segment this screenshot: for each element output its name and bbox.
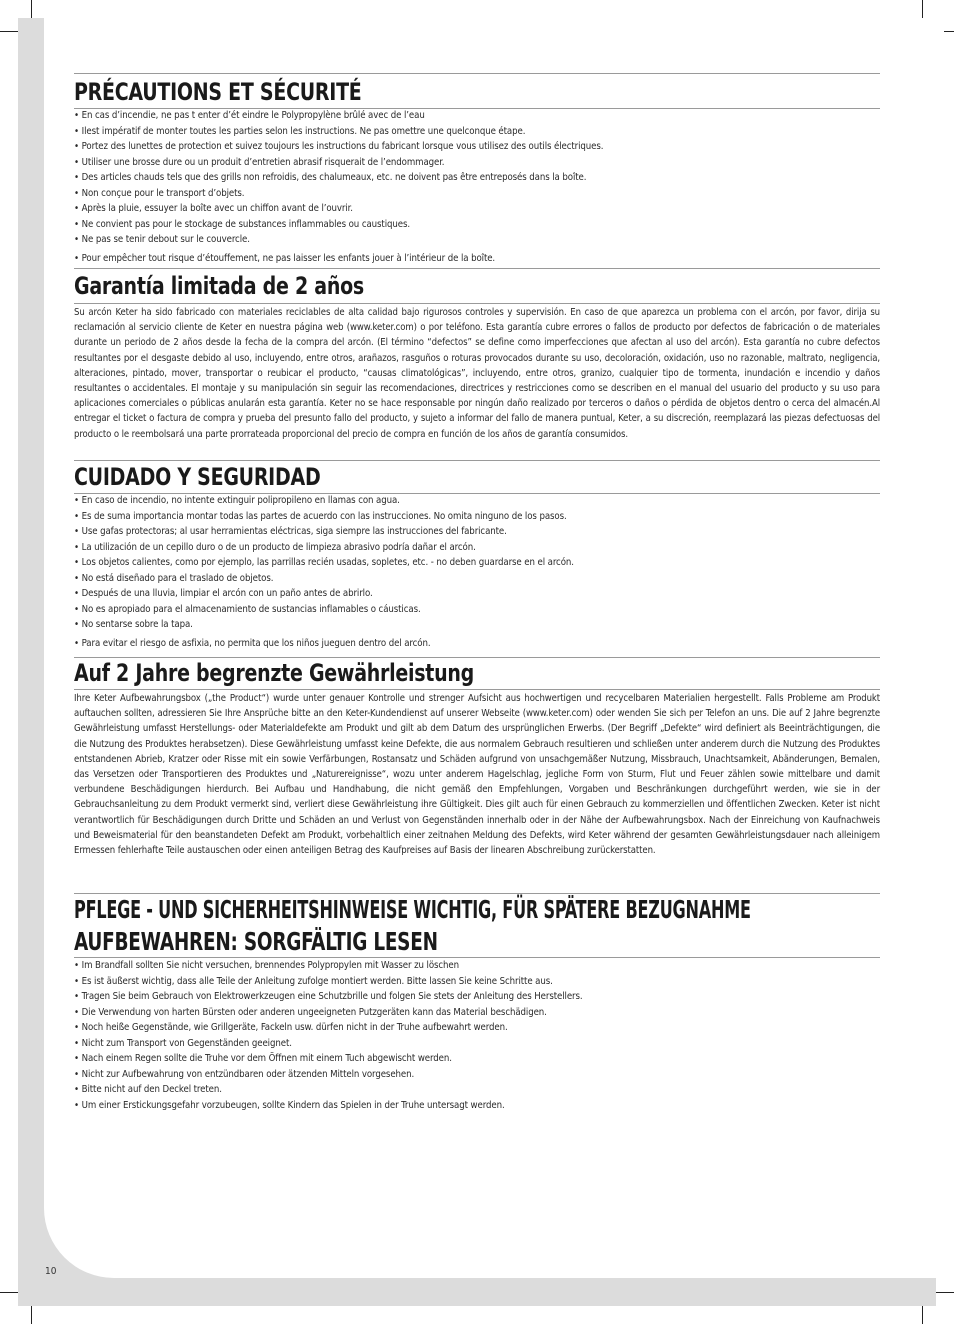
list-item: • Después de una lluvia, limpiar el arcón con un paño antes de abrirlo. bbox=[74, 588, 373, 599]
list-item: • Pour empêcher tout risque d’étouffement, ne pas laisser les enfants jouer à l’intérieur de la boîte. bbox=[74, 252, 496, 264]
warranty-text-de: Ihre Keter Aufbewahrungsbox („the Product“) wurde unter genauer Kontrolle und strenger Aufsicht aus hochwertigen und recycelbaren Materialien hergestellt. Falls Probleme am Produkt auftauchen sollten, adressieren Sie Ihre Ansprüche bitte an den Keter-Kundendienst auf unserer Webseite (www.keter.com) oder wenden Sie sich per Telefon an uns. Die auf 2 Jahre begrenzte Gewährleistung umfasst Herstellungs- oder Materialdefekte am Produkt und gilt ab dem Datum des ursprünglichen Erwerbs. (Der Begriff „Defekte“ wird definiert als Beeinträchtigungen, die die Nutzung des Produktes herabsetzen). Diese Gewährleistung umfasst keine Defekte, die aus normalem Gebrauch resultieren und schließen unter anderem durch die Nutzung des Produktes entstandenen Abrieb, Kratzer oder Risse mit ein sowie Verfärbungen, Rostansatz und Schäden aufgrund von unsachgemäßer Nutzung, Missbrauch, Unachtsamkeit, Abänderungen, Bemalen, das Versetzen oder Transportieren des Produktes und „Naturereignisse“, wozu unter anderem Hagelschlag, jegliche Form von Sturm, Flut und Feuer zählen sowie mittelbare und damit verbundene Beschädigungen hierdurch. Bei Aufbau und Handhabung, die nicht gemäß den Empfehlungen, Vorgaben und Beschränkungen durchgeführt werden, wie sie in der Gebrauchsanleitung zu dem Produkt vermerkt sind, verliert diese Gewährleistung ihre Gültigkeit. Dies gilt auch für einen Gebrauch zu kommerziellen und öffentlichen Zwecken. Keter ist nicht verantwortlich für Beschädigungen durch Dritte und Schäden an und Verlust von Gegenständen innerhalb oder in der Nähe der Aufbewahrungsbox. Nach der Einreichung von Kaufnachweis und Beweismaterial für den beanstandeten Defekt am Produkt, vorbehaltlich einer zeitnahen Meldung des Defekts, wird Keter während der gesamten Gewährleistungsdauer nach alleinigem Ermessen fehlerhafte Teile austauschen oder einen anteiligen Betrag des Kaufpreises auf Basis der linearen Abschreibung zurückerstatten. bbox=[74, 693, 880, 857]
section-rule bbox=[74, 268, 880, 269]
section-rule bbox=[74, 893, 880, 894]
list-item: • No sentarse sobre la tapa. bbox=[74, 619, 193, 630]
page-number: 10 bbox=[45, 1266, 57, 1277]
crop-mark bbox=[0, 1292, 18, 1293]
crop-mark bbox=[0, 31, 18, 32]
section-title-de-care-line2: AUFBEWAHREN: SORGFÄLTIG LESEN bbox=[74, 927, 438, 956]
crop-mark bbox=[31, 1306, 32, 1324]
list-item: • En cas d’incendie, ne pas t enter d’ét eindre le Polypropylène brûlé avec de l’eau bbox=[74, 110, 425, 121]
list-item: • La utilización de un cepillo duro o de un producto de limpieza abrasivo podría dañar el arcón. bbox=[74, 541, 476, 553]
section-title-de-warranty: Auf 2 Jahre begrenzte Gewährleistung bbox=[74, 659, 474, 687]
care-list-es bbox=[74, 493, 880, 651]
crop-mark bbox=[31, 0, 32, 18]
section-title-es-warranty: Garantía limitada de 2 años bbox=[74, 272, 364, 300]
list-item: • Im Brandfall sollten Sie nicht versuchen, brennendes Polypropylen mit Wasser zu löschen bbox=[74, 960, 460, 971]
section-rule bbox=[74, 73, 880, 74]
warranty-text-es: Su arcón Keter ha sido fabricado con materiales reciclables de alta calidad bajo rigurosos controles y supervisión. En caso de que aparezca un problema con el arcón, por favor, dirija su reclamación al servicio cliente de Keter en nuestra página web (www.keter.com) o por teléfono. Esta garantía cubre errores o fallos de producto por defectos de fabricación o de materiales durante un periodo de 2 años desde la fecha de la compra del arcón. (El término “defectos” se define como imperfecciones que afectan al uso del arcón). Esta garantía no cubre defectos resultantes por el desgaste debido al uso, incluyendo, entre otros, arañazos, rasguños o roturas provocados durante su uso, decoloración, oxidación, uso no razonable, maltrato, negligencia, alteraciones, pintado, mover, transportar o reubicar el producto, “causas climatológicas”, incluyendo, entre otros, granizo, cualquier tipo de tormenta, inundación e incendio y daños resultantes o accidentales. El montaje y su manipulación sin seguir las recomendaciones, directrices y restricciones como se describen en el manual del usuario del producto y su uso para aplicaciones comerciales o públicas anularán esta garantía. Keter no se hace responsable por ningún daño realizado por terceros o daños o pérdida de objetos dentro o cerca del almacén.Al entregar el ticket o factura de compra y prueba del presunto fallo del producto, y sujeto a informar del fallo de manera puntual, Keter, a su discreción, reemplazará las piezas defectuosas del producto o le reembolsará una parte prorrateada proporcional del precio de compra en función de los años de garantía consumidos. bbox=[74, 307, 880, 440]
list-item: • No está diseñado para el traslado de objetos. bbox=[74, 572, 274, 584]
crop-mark bbox=[922, 1306, 923, 1324]
list-item: • Après la pluie, essuyer la boîte avec un chiffon avant de l’ouvrir. bbox=[74, 203, 353, 214]
list-item: • Die Verwendung von harten Bürsten oder anderen ungeeigneten Putzgeräten kann das Material beschädigen. bbox=[74, 1006, 547, 1018]
list-item: • Nach einem Regen sollte die Truhe vor dem Öffnen mit einem Tuch abgewischt werden. bbox=[74, 1053, 452, 1064]
care-list-de bbox=[74, 958, 880, 1113]
list-item: • Non conçue pour le transport d’objets. bbox=[74, 187, 245, 199]
list-item: • Utiliser une brosse dure ou un produit d’entretien abrasif risquerait de l’endommager. bbox=[74, 156, 445, 168]
crop-mark bbox=[936, 1292, 954, 1293]
list-item: • Ilest impératif de monter toutes les parties selon les instructions. Ne pas omettre une quelconque étape. bbox=[74, 125, 526, 137]
crop-mark bbox=[922, 0, 923, 18]
section-rule bbox=[74, 657, 880, 658]
list-item: • Bitte nicht auf den Deckel treten. bbox=[74, 1084, 222, 1095]
list-item: • Ne pas se tenir debout sur le couvercle. bbox=[74, 234, 250, 245]
precautions-list-fr bbox=[74, 108, 880, 266]
section-rule bbox=[74, 303, 880, 304]
list-item: • Ne convient pas pour le stockage de substances inflammables ou caustiques. bbox=[74, 218, 411, 230]
section-title-de-care-line1: PFLEGE - UND SICHERHEITSHINWEISE WICHTIG, FÜR SPÄTERE BEZUGNAHME bbox=[74, 895, 751, 924]
section-title-fr: PRÉCAUTIONS ET SÉCURITÉ bbox=[74, 78, 362, 106]
list-item: • No es apropiado para el almacenamiento de sustancias inflamables o cáusticas. bbox=[74, 603, 421, 615]
list-item: • Um einer Erstickungsgefahr vorzubeugen, sollte Kindern das Spielen in der Truhe untersagt werden. bbox=[74, 1099, 505, 1111]
list-item: • Nicht zur Aufbewahrung von entzündbaren oder ätzenden Mitteln vorgesehen. bbox=[74, 1068, 415, 1080]
section-rule bbox=[74, 460, 880, 461]
list-item: • Nicht zum Transport von Gegenständen geeignet. bbox=[74, 1037, 292, 1049]
list-item: • Des articles chauds tels que des grills non refroidis, des chalumeaux, etc. ne doivent pas être entreposés dans la boîte. bbox=[74, 172, 587, 183]
list-item: • Para evitar el riesgo de asfixia, no permita que los niños jueguen dentro del arcón. bbox=[74, 637, 431, 649]
list-item: • Los objetos calientes, como por ejemplo, las parrillas recién usadas, sopletes, etc. - no deben guardarse en el arcón. bbox=[74, 557, 574, 568]
list-item: • Use gafas protectoras; al usar herramientas eléctricas, siga siempre las instrucciones del fabricante. bbox=[74, 526, 507, 537]
list-item: • Es de suma importancia montar todas las partes de acuerdo con las instrucciones. No omita ninguno de los pasos. bbox=[74, 510, 567, 522]
list-item: • Tragen Sie beim Gebrauch von Elektrowerkzeugen eine Schutzbrille und folgen Sie stets der Anleitung des Herstellers. bbox=[74, 991, 583, 1002]
section-title-es-care: CUIDADO Y SEGURIDAD bbox=[74, 463, 321, 491]
list-item: • Portez des lunettes de protection et suivez toujours les instructions du fabricant lorsque vous utilisez des outils électriques. bbox=[74, 141, 604, 152]
section-rule bbox=[74, 689, 880, 690]
list-item: • Noch heiße Gegenstände, wie Grillgeräte, Fackeln usw. dürfen nicht in der Truhe aufbewahrt werden. bbox=[74, 1022, 508, 1033]
list-item: • En caso de incendio, no intente extinguir polipropileno en llamas con agua. bbox=[74, 495, 400, 506]
list-item: • Es ist äußerst wichtig, dass alle Teile der Anleitung zufolge montiert werden. Bitte lassen Sie keine Schritte aus. bbox=[74, 975, 553, 987]
